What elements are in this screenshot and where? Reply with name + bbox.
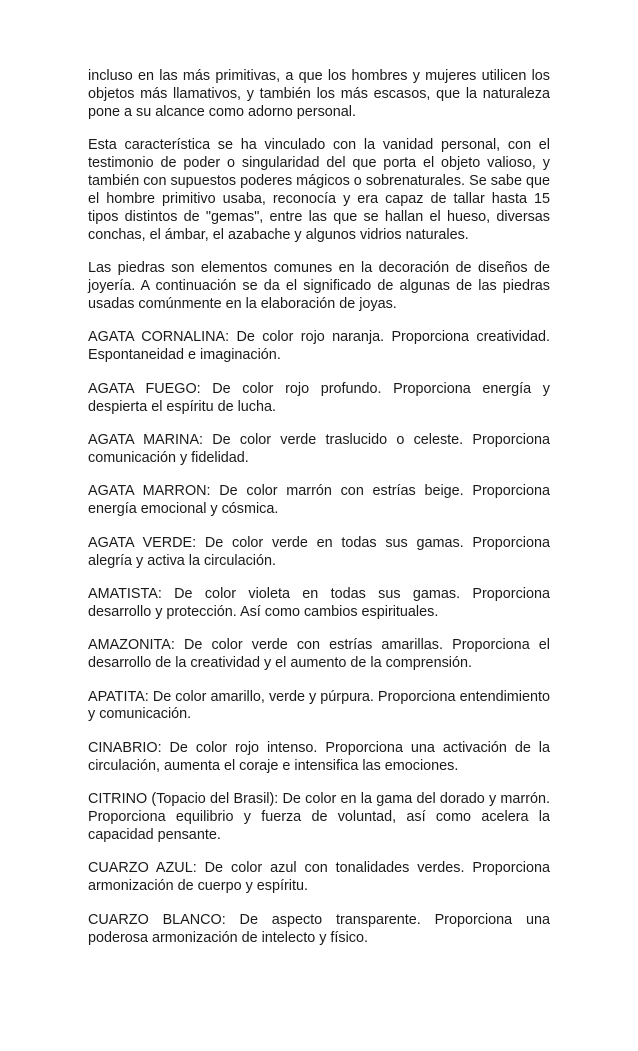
stone-agata-fuego: AGATA FUEGO: De color rojo profundo. Proporciona energía y despierta el espíritu de lucha. — [88, 380, 550, 415]
paragraph-stones-intro: Las piedras son elementos comunes en la decoración de diseños de joyería. A continuación se da el significado de algunas de las piedras usadas comúnmente en la elaboración de joyas. — [88, 260, 550, 312]
stone-agata-verde: AGATA VERDE: De color verde en todas sus gamas. Proporciona alegría y activa la circulación. — [88, 534, 550, 569]
stone-amatista: AMATISTA: De color violeta en todas sus gamas. Proporciona desarrollo y protección. Así como cambios espirituales. — [88, 585, 550, 620]
stone-cuarzo-azul: CUARZO AZUL: De color azul con tonalidades verdes. Proporciona armonización de cuerpo y espíritu. — [88, 860, 550, 895]
stone-amazonita: AMAZONITA: De color verde con estrías amarillas. Proporciona el desarrollo de la creatividad y el aumento de la comprensión. — [88, 637, 550, 672]
stone-agata-marron: AGATA MARRON: De color marrón con estrías beige. Proporciona energía emocional y cósmica. — [88, 483, 550, 518]
stone-apatita: APATITA: De color amarillo, verde y púrpura. Proporciona entendimiento y comunicación. — [88, 688, 550, 723]
stone-agata-cornalina: AGATA CORNALINA: De color rojo naranja. Proporciona creatividad. Espontaneidad e imaginación. — [88, 329, 550, 364]
document-page — [88, 68, 550, 963]
stone-cinabrio: CINABRIO: De color rojo intenso. Proporciona una activación de la circulación, aumenta el coraje e intensifica las emociones. — [88, 739, 550, 774]
stone-cuarzo-blanco: CUARZO BLANCO: De aspecto transparente. Proporciona una poderosa armonización de intelecto y físico. — [88, 911, 550, 946]
stone-agata-marina: AGATA MARINA: De color verde traslucido o celeste. Proporciona comunicación y fidelidad. — [88, 432, 550, 466]
paragraph-intro-continued: incluso en las más primitivas, a que los hombres y mujeres utilicen los objetos más llamativos, y también los más escasos, que la naturaleza pone a su alcance como adorno personal. — [88, 68, 550, 120]
stone-citrino: CITRINO (Topacio del Brasil): De color en la gama del dorado y marrón. Proporciona equilibrio y fuerza de voluntad, así como acelera la capacidad pensante. — [88, 791, 550, 843]
paragraph-history: Esta característica se ha vinculado con la vanidad personal, con el testimonio de poder o singularidad del que porta el objeto valioso, y también con supuestos poderes mágicos o sobrenaturales. Se sabe que el hombre primitivo usaba, reconocía y era capaz de tallar hasta 15 tipos distintos de "gemas", entre las que se hallan el hueso, diversas conchas, el ámbar, el azabache y algunos vidrios naturales. — [88, 137, 550, 243]
